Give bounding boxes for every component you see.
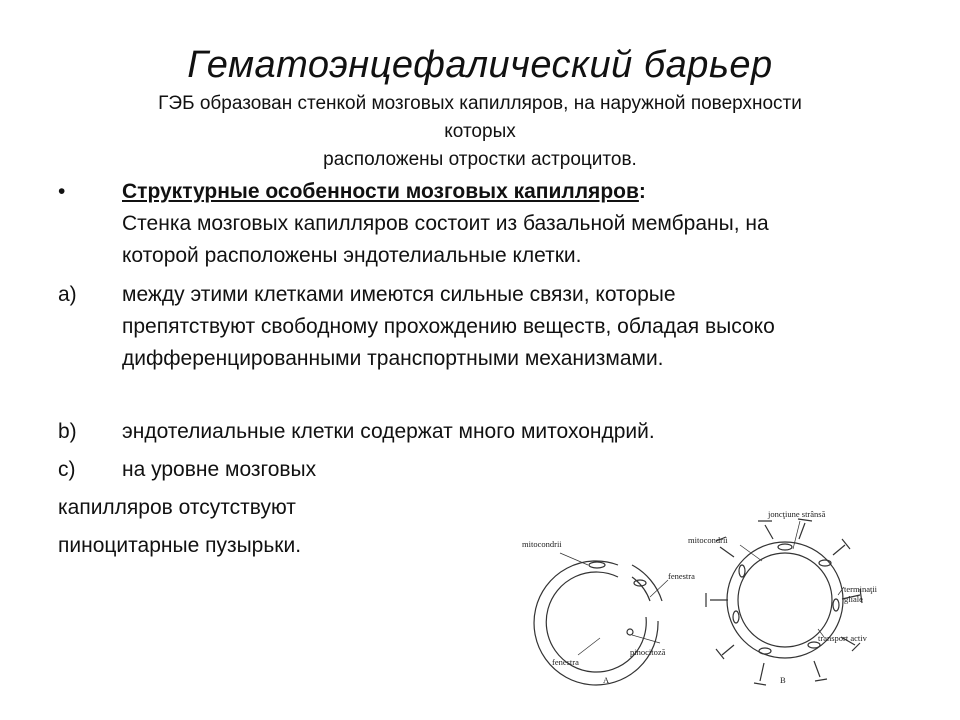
item-c-line-1: на уровне мозговых	[122, 458, 317, 481]
diagram-b-endothelial-cell	[778, 544, 792, 550]
item-a-line-1: между этими клетками имеются сильные связи, которые	[122, 283, 676, 306]
continuation-line-2: пиноцитарные пузырьки.	[58, 534, 302, 557]
diagram-a-pinocitoza-label: pinocitoză	[630, 647, 666, 657]
subtitle-line-2: расположены отростки астроцитов.	[323, 149, 637, 170]
diagram-b-endothelial-cell	[733, 611, 739, 623]
bullet-marker: •	[58, 180, 66, 203]
diagram-b-astrocyte-foot	[710, 523, 860, 681]
diagram-b-label: B	[780, 675, 786, 685]
capillary-figure	[500, 505, 930, 705]
diagram-a-label: A	[603, 675, 610, 685]
diagram-a-leader-line	[578, 638, 600, 655]
item-b-marker: b)	[58, 420, 77, 443]
diagram-a-wall-segment	[632, 565, 662, 601]
diagram-a-fenestra-bottom-label: fenestra	[552, 657, 579, 667]
item-a-marker: a)	[58, 283, 77, 306]
diagram-b-mitocondrii-label: mitocondrii	[688, 535, 728, 545]
section-heading: Структурные особенности мозговых капилляров	[122, 180, 639, 203]
item-c-marker: c)	[58, 458, 76, 481]
diagram-b-terminatii-label-1: terminaţii	[844, 584, 878, 594]
slide-title: Гематоэнцефалический барьер	[187, 44, 773, 86]
diagram-b	[706, 519, 862, 685]
diagram-a-fenestra-right-label: fenestra	[668, 571, 695, 581]
diagram-a-vesicle	[627, 629, 633, 635]
diagram-a-leader-line	[560, 553, 588, 565]
item-a-line-2: препятствуют свободному прохождению веществ, обладая высоко	[122, 315, 775, 338]
item-a-line-3: дифференцированными транспортными механизмами.	[122, 347, 664, 370]
capillary-diagram	[500, 505, 930, 705]
diagram-b-leader-line	[793, 521, 800, 549]
heading-colon: :	[638, 180, 646, 203]
intro-line-1: Стенка мозговых капилляров состоит из базальной мембраны, на	[122, 212, 769, 235]
diagram-a-mitochondrion	[589, 562, 605, 568]
subtitle-line-1: ГЭБ образован стенкой мозговых капилляров, на наружной поверхности которых	[158, 93, 802, 142]
diagram-b-endothelial-cell	[833, 599, 839, 611]
item-b-line-1: эндотелиальные клетки содержат много митохондрий.	[122, 420, 655, 443]
section-heading-line	[122, 180, 646, 204]
diagram-b-terminatii-label-2: gliale	[844, 594, 863, 604]
diagram-b-jonctiune-label: joncţiune strânsă	[768, 509, 826, 519]
intro-line-2: которой расположены эндотелиальные клетки.	[122, 244, 582, 267]
diagram-b-endothelial-cell	[739, 565, 745, 577]
diagram-b-leader-line	[740, 545, 762, 561]
diagram-a-mitochondrion	[634, 580, 646, 586]
diagram-a-mitocondrii-label: mitocondrii	[522, 539, 562, 549]
slide-subtitle	[120, 90, 840, 174]
diagram-b-transport-label: transport activ	[818, 633, 867, 643]
diagram-b-endothelial-cell	[759, 648, 771, 654]
continuation-line-1: капилляров отсутствуют	[58, 496, 296, 519]
